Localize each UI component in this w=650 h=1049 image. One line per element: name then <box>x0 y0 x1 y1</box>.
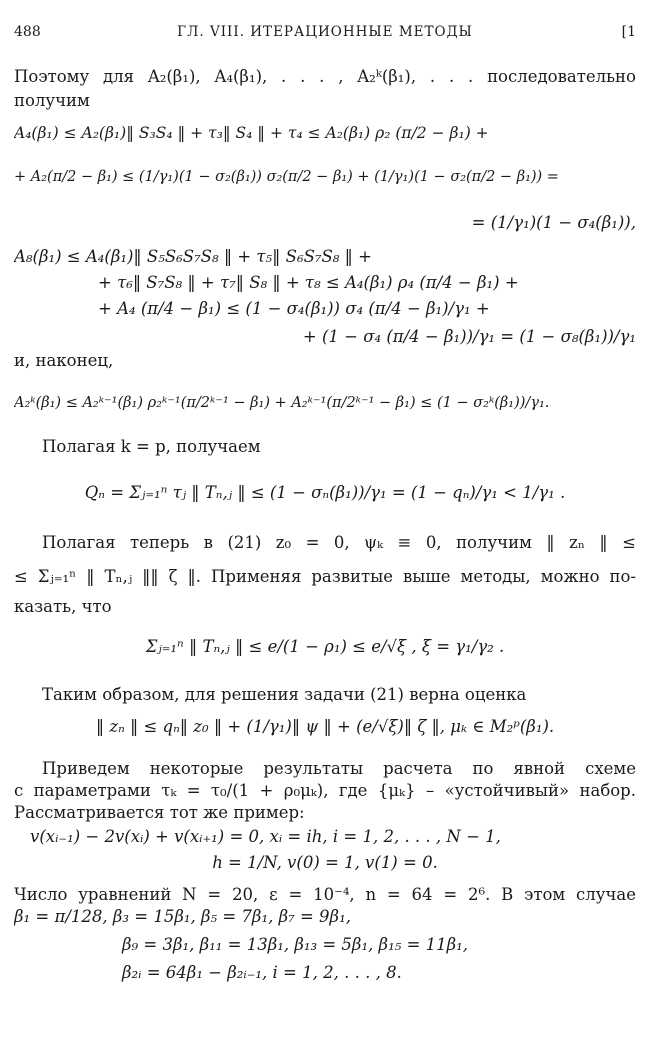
formula-line: ‖ zₙ ‖ ≤ qₙ‖ z₀ ‖ + (1/γ₁)‖ ψ ‖ + (e/√ξ)‖ ζ ‖, μₖ ∈ M₂ᵖ(β₁). <box>95 717 555 736</box>
text-line: с параметрами τₖ = τ₀/(1 + ρ₀μₖ), где {μₖ} – «устойчивый» набор. <box>14 781 636 800</box>
section-mark: [1 <box>621 24 636 40</box>
formula-line: = (1/γ₁)(1 − σ₄(β₁)), <box>471 213 636 232</box>
text-line: Поэтому для A₂(β₁), A₄(β₁), . . . , A₂ᵏ(β₁), . . . последовательно <box>14 67 636 86</box>
formula-line: + A₂(π/2 − β₁) ≤ (1/γ₁)(1 − σ₂(β₁)) σ₂(π/2 − β₁) + (1/γ₁)(1 − σ₂(π/2 − β₁)) = <box>14 169 559 185</box>
text-line: и, наконец, <box>14 351 114 370</box>
text-line: казать, что <box>14 597 112 616</box>
formula-line: + (1 − σ₄ (π/4 − β₁))/γ₁ = (1 − σ₈(β₁))/γ₁ <box>302 327 636 346</box>
formula-line: β₉ = 3β₁, β₁₁ = 13β₁, β₁₃ = 5β₁, β₁₅ = 11β₁, <box>122 935 469 954</box>
text-line: Приведем некоторые результаты расчета по явной схеме <box>42 759 636 778</box>
running-title: ГЛ. VIII. ИТЕРАЦИОННЫЕ МЕТОДЫ <box>177 24 473 40</box>
formula-line: + A₄ (π/4 − β₁) ≤ (1 − σ₄(β₁)) σ₄ (π/4 − β₁)/γ₁ + <box>98 299 490 318</box>
formula-line: Qₙ = Σⱼ₌₁ⁿ τⱼ ‖ Tₙ,ⱼ ‖ ≤ (1 − σₙ(β₁))/γ₁ = (1 − qₙ)/γ₁ < 1/γ₁ . <box>84 483 566 502</box>
formula-line: + τ₆‖ S₇S₈ ‖ + τ₇‖ S₈ ‖ + τ₈ ≤ A₄(β₁) ρ₄ (π/4 − β₁) + <box>98 273 519 292</box>
formula-line: v(xᵢ₋₁) − 2v(xᵢ) + v(xᵢ₊₁) = 0, xᵢ = ih, i = 1, 2, . . . , N − 1, <box>30 827 501 846</box>
formula-line: h = 1/N, v(0) = 1, v(1) = 0. <box>212 853 438 872</box>
text-line: ≤ Σⱼ₌₁ⁿ ‖ Tₙ,ⱼ ‖‖ ζ ‖. Применяя развитые выше методы, можно по- <box>14 567 636 586</box>
formula-line: β₁ = π/128, β₃ = 15β₁, β₅ = 7β₁, β₇ = 9β₁, <box>14 907 351 926</box>
running-header <box>14 24 636 46</box>
formula-line: β₂ᵢ = 64β₁ − β₂ᵢ₋₁, i = 1, 2, . . . , 8. <box>122 963 402 982</box>
formula-line: A₈(β₁) ≤ A₄(β₁)‖ S₅S₆S₇S₈ ‖ + τ₅‖ S₆S₇S₈ ‖ + <box>14 247 372 266</box>
text-line: Число уравнений N = 20, ε = 10⁻⁴, n = 64 = 2⁶. В этом случае <box>14 885 636 904</box>
text-line: Рассматривается тот же пример: <box>14 803 305 822</box>
formula-line: A₂ᵏ(β₁) ≤ A₂ᵏ⁻¹(β₁) ρ₂ᵏ⁻¹(π/2ᵏ⁻¹ − β₁) + A₂ᵏ⁻¹(π/2ᵏ⁻¹ − β₁) ≤ (1 − σ₂ᵏ(β₁))/γ₁. <box>14 395 550 411</box>
formula-line: Σⱼ₌₁ⁿ ‖ Tₙ,ⱼ ‖ ≤ e/(1 − ρ₁) ≤ e/√ξ , ξ = γ₁/γ₂ . <box>145 637 505 656</box>
text-line: Таким образом, для решения задачи (21) верна оценка <box>42 685 527 704</box>
formula-line: A₄(β₁) ≤ A₂(β₁)‖ S₃S₄ ‖ + τ₃‖ S₄ ‖ + τ₄ ≤ A₂(β₁) ρ₂ (π/2 − β₁) + <box>14 124 489 142</box>
text-line: Полагая теперь в (21) z₀ = 0, ψₖ ≡ 0, получим ‖ zₙ ‖ ≤ <box>42 533 636 552</box>
text-line: Полагая k = p, получаем <box>42 437 261 456</box>
page-number: 488 <box>14 24 41 40</box>
text-line: получим <box>14 91 90 110</box>
